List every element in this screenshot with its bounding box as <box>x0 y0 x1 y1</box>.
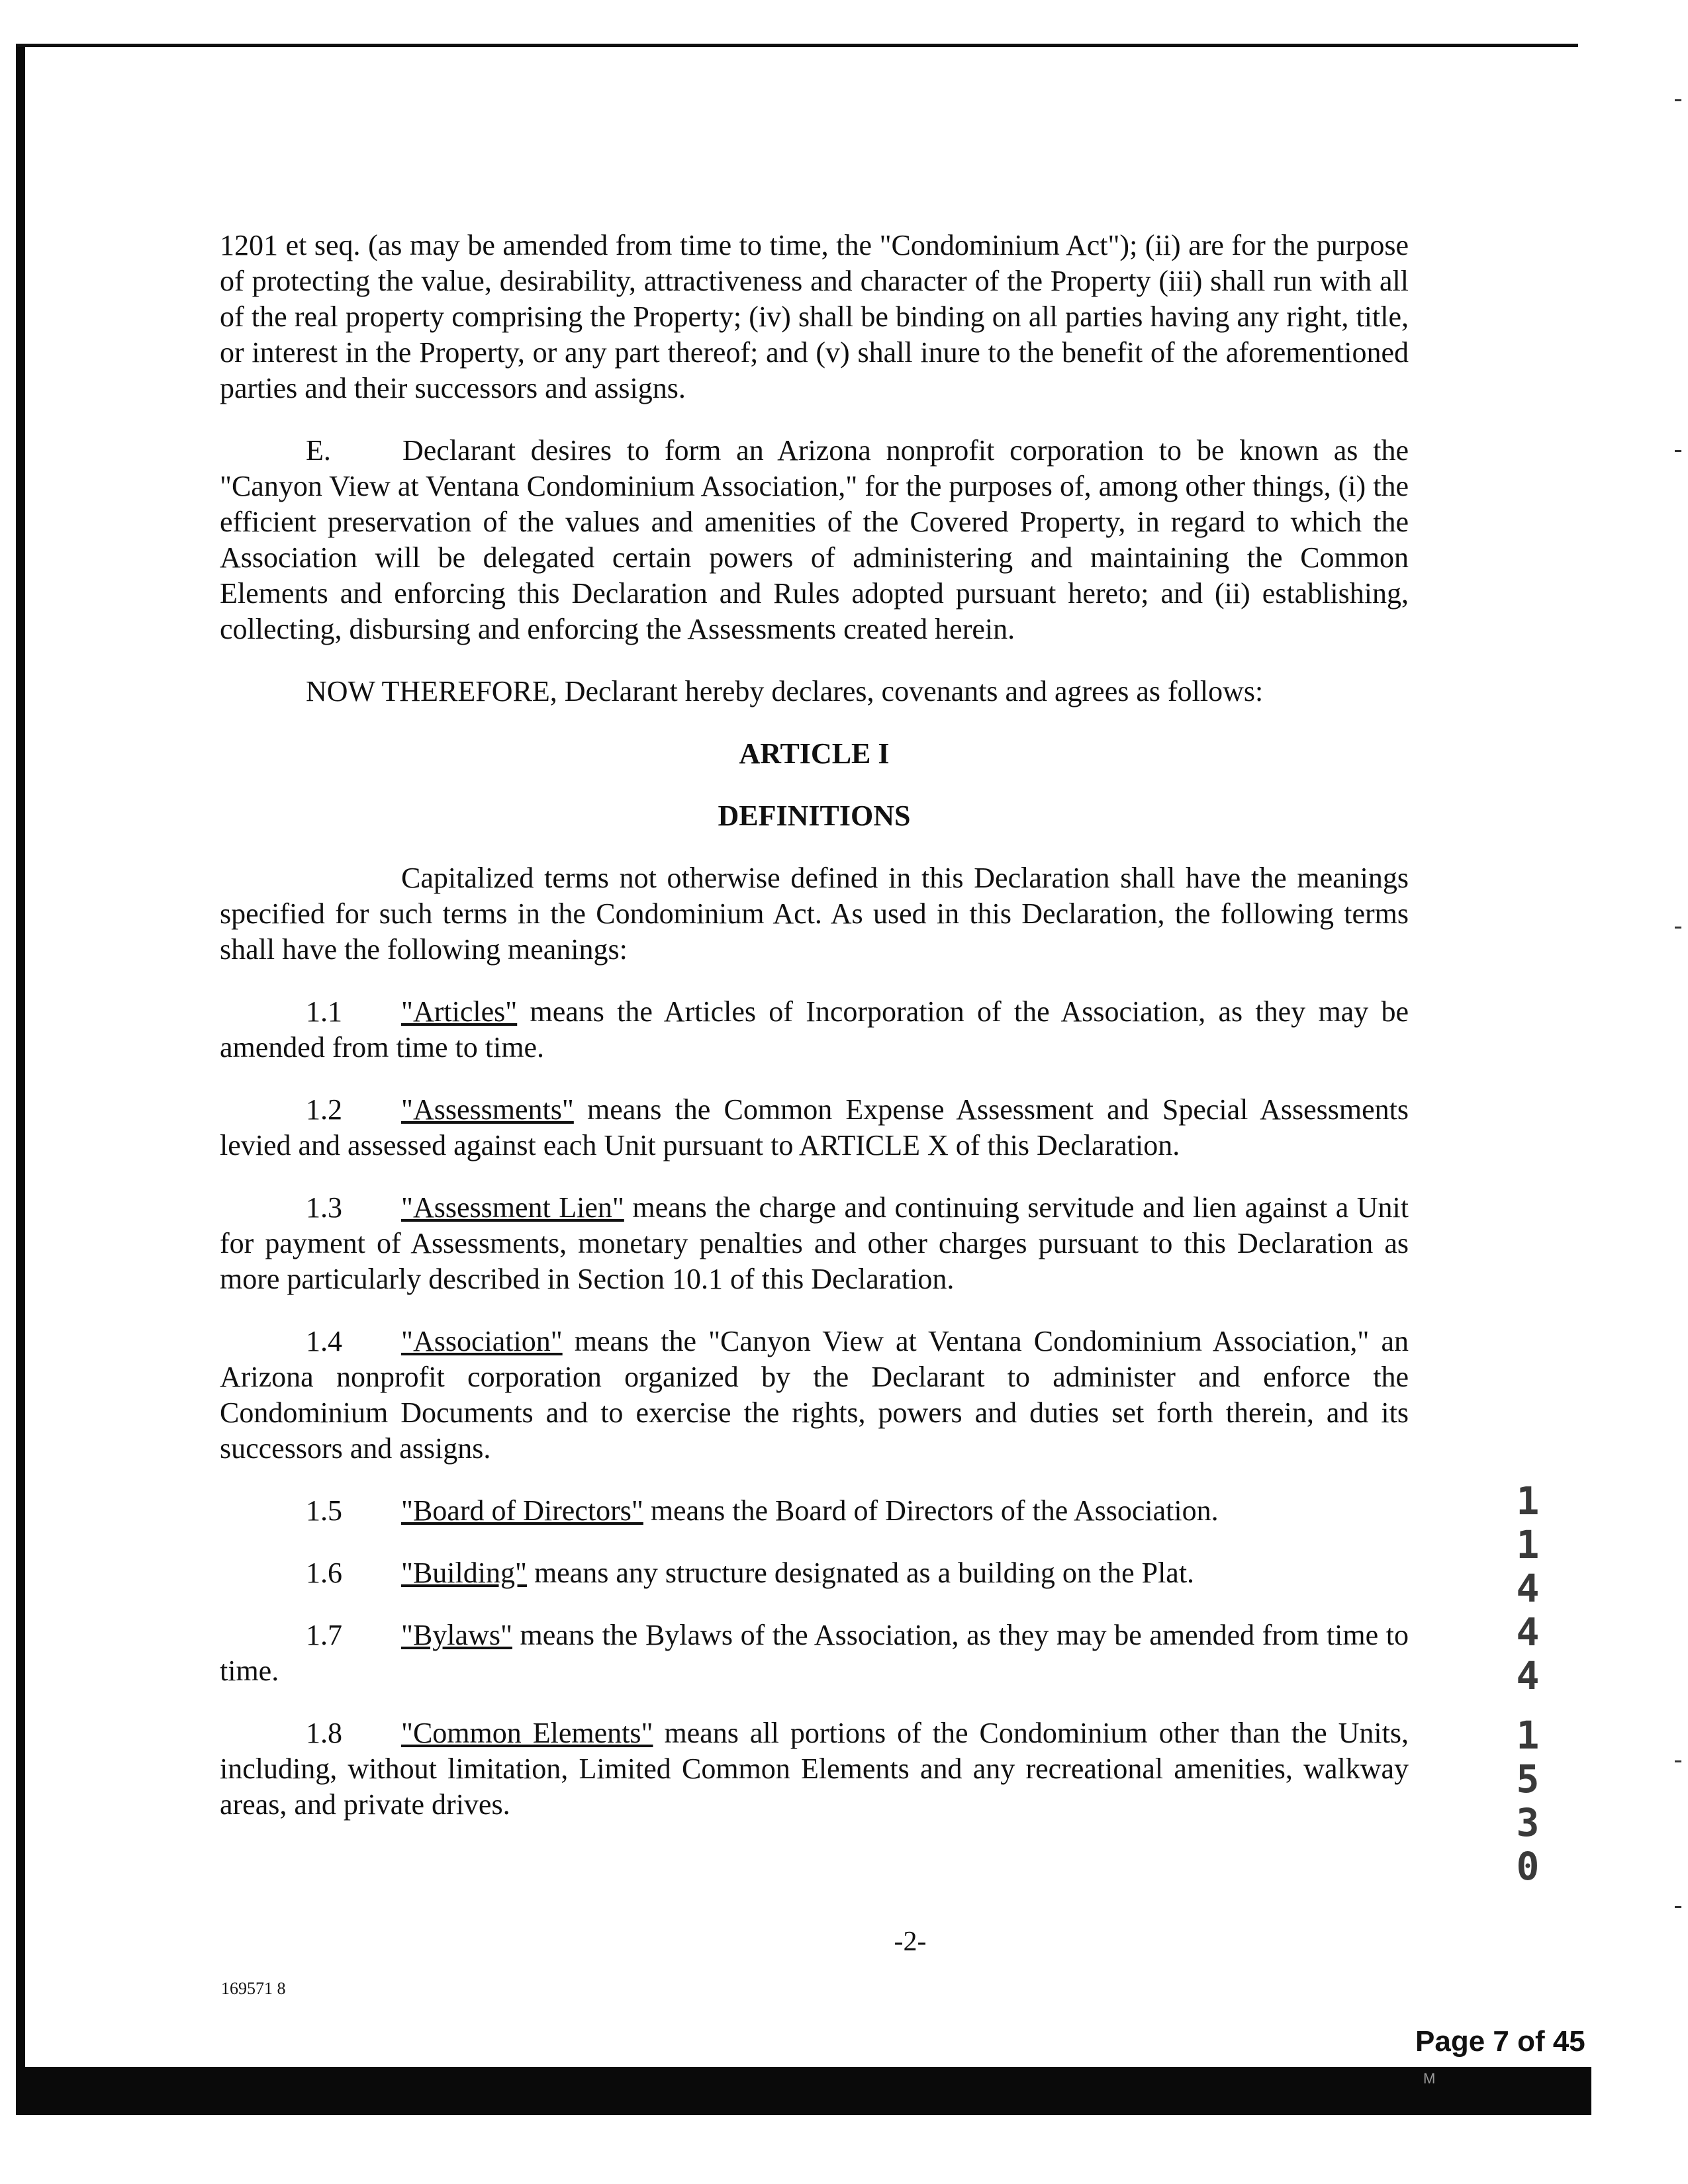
definition-term: "Bylaws" <box>401 1619 512 1651</box>
stamp-digit: 3 <box>1516 1800 1540 1845</box>
definition-term: "Articles" <box>401 995 518 1028</box>
article-intro-paragraph: Capitalized terms not otherwise defined in this Declaration shall have the meanings specified for such terms in the Condominium Act. As used in this Declaration, the following terms shall have the following meanings: <box>220 862 1409 966</box>
definition-text: means the charge and continuing servitude and lien against a Unit for payment of Assessments, monetary penalties and other charges pursuant to this Declaration as more particularly described in Section 10.1 of this Declaration. <box>220 1191 1409 1295</box>
definition-item <box>220 994 1409 1066</box>
page-number: -2- <box>894 1927 927 1957</box>
definition-text: means any structure designated as a building on the Plat. <box>526 1557 1195 1589</box>
definition-term: "Assessment Lien" <box>401 1191 624 1224</box>
definition-term: "Building" <box>401 1557 527 1589</box>
edge-tick <box>1675 1906 1681 1908</box>
edge-tick <box>1675 927 1681 929</box>
definition-text: means the Common Expense Assessment and Special Assessments levied and assessed against each Unit pursuant to ARTICLE X of this Declaration. <box>220 1093 1409 1161</box>
now-therefore-paragraph: NOW THEREFORE, Declarant hereby declares, covenants and agrees as follows: <box>306 675 1264 707</box>
definition-item <box>220 1715 1409 1823</box>
definition-text: means the "Canyon View at Ventana Condominium Association," an Arizona nonprofit corporation organized by the Declarant to administer and enforce the Condominium Documents and to exercise the rights, powers and duties set forth therein, and its successors and assigns. <box>220 1325 1409 1465</box>
article-title: ARTICLE I <box>739 737 890 770</box>
intro-paragraph: 1201 et seq. (as may be amended from time to time, the "Condominium Act"); (ii) are for the purpose of protecting the value, desirability, attractiveness and character of the Property (iii) shall run with all of the real property comprising the Property; (iv) shall be binding on all parties having any right, title, or interest in the Property, or any part thereof; and (v) shall inure to the benefit of the aforementioned parties and their successors and assigns. <box>220 229 1409 404</box>
stamp-digit: 1 <box>1516 1479 1540 1524</box>
definition-text: means all portions of the Condominium other than the Units, including, without limitation, Limited Common Elements and any recreational amenities, walkway areas, and private drives. <box>220 1717 1409 1821</box>
document-body <box>220 228 1409 1849</box>
stamp-digit: 4 <box>1516 1610 1540 1655</box>
scan-left-edge <box>16 44 25 2115</box>
definition-item <box>220 1324 1409 1467</box>
definition-item <box>220 1493 1409 1529</box>
scan-top-rule <box>16 44 1578 47</box>
document-id: 169571 8 <box>221 1979 286 1998</box>
stamp-digit: 1 <box>1516 1522 1540 1567</box>
definition-text: means the Articles of Incorporation of the Association, as they may be amended from time to time. <box>220 995 1409 1064</box>
definition-number: 1.3 <box>306 1191 342 1224</box>
recital-text: Declarant desires to form an Arizona nonprofit corporation to be known as the "Canyon View at Ventana Condominium Association," for the purposes of, among other things, (i) the efficient preservation of the values and amenities of the Covered Property, in regard to which the Association will be delegated certain powers of administering and maintaining the Common Elements and enforcing this Declaration and Rules adopted pursuant hereto; and (ii) establishing, collecting, disbursing and enforcing the Assessments created herein. <box>220 434 1409 645</box>
definition-number: 1.8 <box>306 1717 342 1749</box>
recording-number-stamp <box>1508 1479 1548 1888</box>
definition-number: 1.4 <box>306 1325 342 1357</box>
definition-text: means the Bylaws of the Association, as they may be amended from time to time. <box>220 1619 1409 1687</box>
stamp-digit: 5 <box>1516 1756 1540 1801</box>
definition-term: "Board of Directors" <box>401 1494 643 1527</box>
definition-term: "Assessments" <box>401 1093 574 1126</box>
scan-bottom-strip-text: M <box>1423 2070 1437 2087</box>
definition-number: 1.7 <box>306 1619 342 1651</box>
article-subtitle: DEFINITIONS <box>718 799 911 832</box>
definition-number: 1.1 <box>306 995 342 1028</box>
stamp-digit: 4 <box>1516 1566 1540 1611</box>
definition-text: means the Board of Directors of the Association. <box>643 1494 1219 1527</box>
edge-tick <box>1675 99 1681 101</box>
page-stamp: Page 7 of 45 <box>1415 2025 1585 2058</box>
definition-number: 1.2 <box>306 1093 342 1126</box>
recital-e-paragraph <box>220 433 1409 647</box>
edge-tick <box>1675 450 1681 452</box>
definition-item <box>220 1190 1409 1297</box>
definition-item <box>220 1555 1409 1591</box>
stamp-digit: 0 <box>1516 1844 1540 1889</box>
stamp-digit: 4 <box>1516 1653 1540 1698</box>
scan-bottom-bar <box>16 2067 1591 2115</box>
stamp-digit: 1 <box>1516 1713 1540 1758</box>
definition-number: 1.5 <box>306 1494 342 1527</box>
recital-letter: E. <box>306 434 331 467</box>
definition-term: "Common Elements" <box>401 1717 653 1749</box>
edge-tick <box>1675 1760 1681 1762</box>
definition-term: "Association" <box>401 1325 563 1357</box>
definition-number: 1.6 <box>306 1557 342 1589</box>
definition-item <box>220 1617 1409 1689</box>
definition-item <box>220 1092 1409 1163</box>
stamp-gap <box>1508 1698 1548 1713</box>
